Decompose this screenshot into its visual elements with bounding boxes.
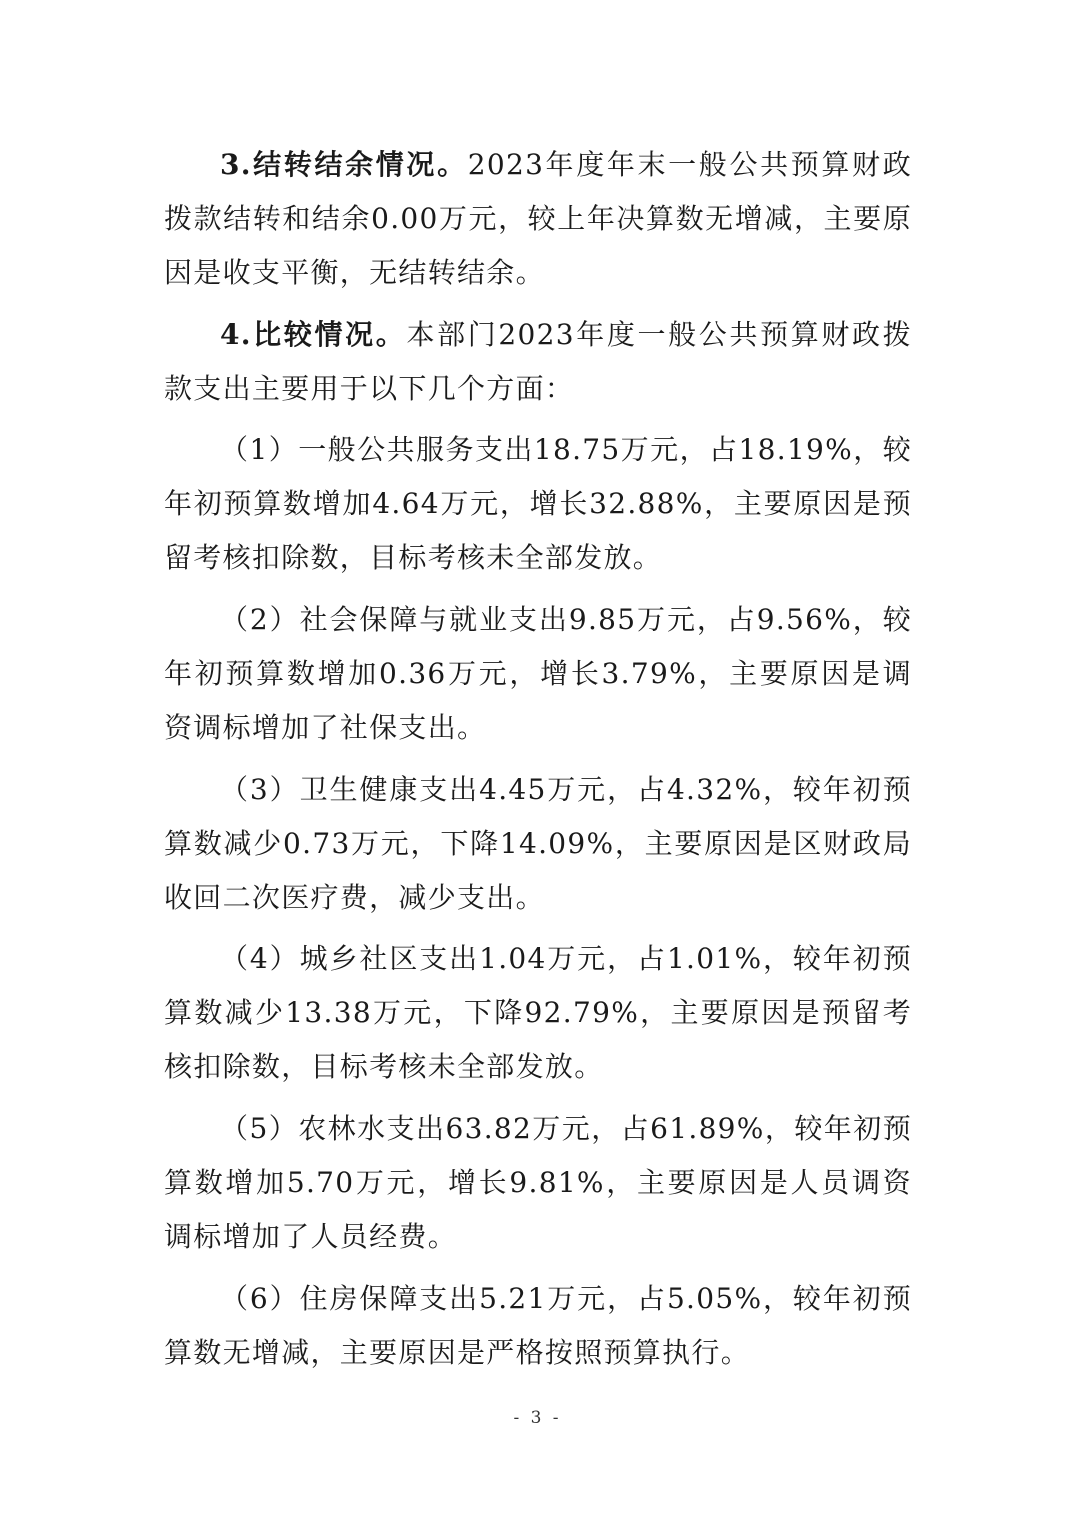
paragraph-text: 本部门2023年度一般公共预算财政拨款支出主要用于以下几个方面：: [164, 317, 912, 405]
page-number: - 3 -: [513, 1408, 562, 1428]
paragraph-text: （5）农林水支出63.82万元，占61.89%，较年初预算数增加5.70万元，增长9.81%，主要原因是人员调资调标增加了人员经费。: [164, 1112, 912, 1254]
paragraph-item-2: [164, 593, 912, 755]
paragraph-text: 2023年度年末一般公共预算财政拨款结转和结余0.00万元，较上年决算数无增减，主要原因是收支平衡，无结转结余。: [164, 148, 912, 289]
paragraph-item-6: [164, 1272, 912, 1380]
paragraph-text: （1）一般公共服务支出18.75万元，占18.19%，较年初预算数增加4.64万元，增长32.88%，主要原因是预留考核扣除数，目标考核未全部发放。: [164, 433, 912, 575]
body-text: [164, 138, 912, 1388]
paragraph-text: （4）城乡社区支出1.04万元，占1.01%，较年初预算数减少13.38万元，下降92.79%，主要原因是预留考核扣除数，目标考核未全部发放。: [164, 942, 912, 1084]
paragraph-text: （6）住房保障支出5.21万元，占5.05%，较年初预算数无增减，主要原因是严格按照预算执行。: [164, 1281, 912, 1369]
paragraph-comparison: [164, 308, 912, 416]
paragraph-text: （2）社会保障与就业支出9.85万元，占9.56%，较年初预算数增加0.36万元，增长3.79%，主要原因是调资调标增加了社保支出。: [164, 603, 912, 745]
paragraph-item-3: [164, 763, 912, 925]
paragraph-item-4: [164, 932, 912, 1094]
paragraph-heading: 3.结转结余情况。: [220, 148, 468, 181]
paragraph-heading: 4.比较情况。: [220, 317, 407, 351]
paragraph-carryover: [164, 138, 912, 300]
paragraph-item-5: [164, 1102, 912, 1264]
paragraph-text: （3）卫生健康支出4.45万元，占4.32%，较年初预算数减少0.73万元，下降14.09%，主要原因是区财政局收回二次医疗费，减少支出。: [164, 772, 912, 914]
paragraph-item-1: [164, 423, 912, 585]
